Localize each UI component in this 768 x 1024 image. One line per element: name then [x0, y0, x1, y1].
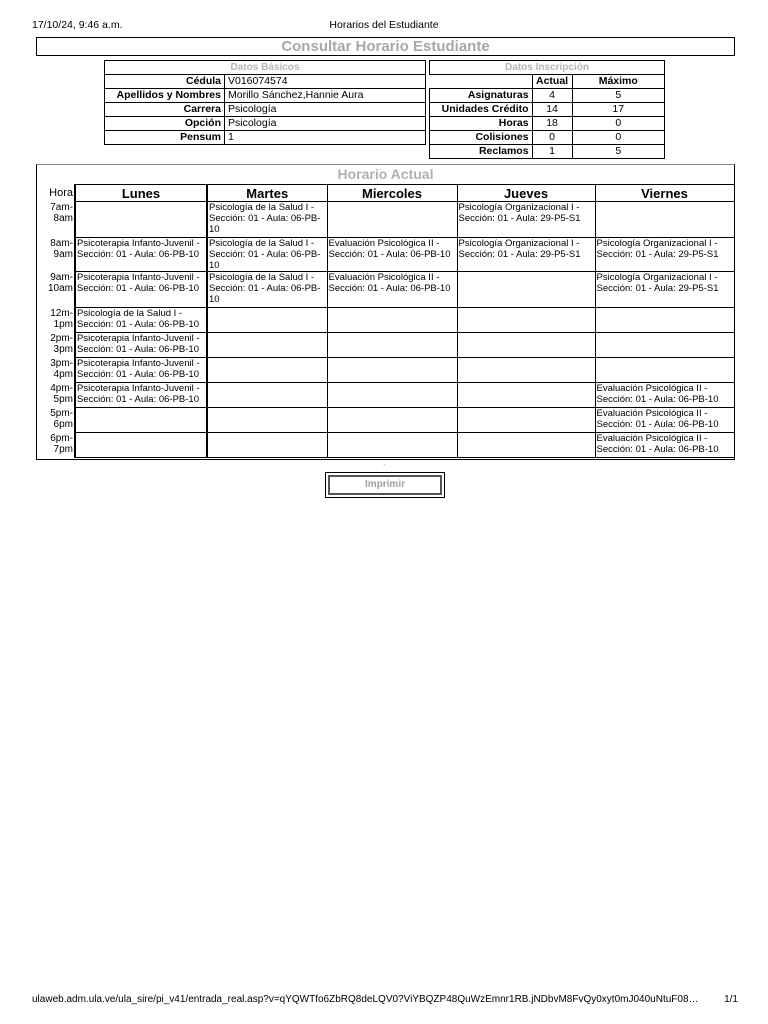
- hour-cell: [37, 333, 75, 358]
- field-label: Apellidos y Nombres: [105, 89, 225, 103]
- corner-cell: [430, 75, 533, 89]
- schedule-cell: Psicología Organizacional I - Sección: 01 - Aula: 29-P5-S1: [595, 238, 734, 272]
- schedule-cell: [595, 202, 734, 238]
- metric-maximo: 0: [572, 117, 664, 131]
- schedule-cell: Psicoterapia Infanto-Juvenil - Sección: 01 - Aula: 06-PB-10: [75, 383, 207, 408]
- schedule-cell: [207, 408, 327, 433]
- schedule-row: [37, 358, 734, 383]
- hour-end: 1pm: [53, 318, 73, 330]
- datos-basicos-row: [105, 75, 426, 89]
- metric-label: Unidades Crédito: [430, 103, 533, 117]
- print-button-frame: [325, 472, 445, 498]
- metric-label: Colisiones: [430, 131, 533, 145]
- print-page-title: Horarios del Estudiante: [329, 19, 439, 31]
- schedule-cell: [457, 308, 595, 333]
- datos-basicos-title: Datos Básicos: [105, 61, 426, 75]
- col-maximo-header: Máximo: [572, 75, 664, 89]
- schedule-row: [37, 433, 734, 458]
- schedule-cell: Psicoterapia Infanto-Juvenil - Sección: 01 - Aula: 06-PB-10: [75, 272, 207, 308]
- schedule-cell: [595, 308, 734, 333]
- schedule-cell: [327, 333, 457, 358]
- schedule-cell: [207, 308, 327, 333]
- schedule-cell: Evaluación Psicológica II - Sección: 01 - Aula: 06-PB-10: [327, 272, 457, 308]
- hour-start: 6pm-: [50, 432, 73, 444]
- schedule-cell: [327, 383, 457, 408]
- metric-maximo: 17: [572, 103, 664, 117]
- hour-end: 8am: [53, 212, 73, 224]
- schedule-cell: [457, 383, 595, 408]
- datos-inscripcion-row: [430, 103, 665, 117]
- schedule-cell: Evaluación Psicológica II - Sección: 01 - Aula: 06-PB-10: [595, 383, 734, 408]
- field-label: Opción: [105, 117, 225, 131]
- metric-label: Horas: [430, 117, 533, 131]
- schedule-cell: [75, 202, 207, 238]
- schedule-cell: [207, 358, 327, 383]
- day-header-viernes: Viernes: [595, 185, 734, 202]
- day-header-jueves: Jueves: [457, 185, 595, 202]
- datos-basicos-row: [105, 103, 426, 117]
- hour-start: 5pm-: [50, 407, 73, 419]
- schedule-cell: Psicología de la Salud I - Sección: 01 - Aula: 06-PB-10: [207, 272, 327, 308]
- schedule-cell: [457, 333, 595, 358]
- metric-actual: 14: [532, 103, 572, 117]
- field-value: 1: [225, 131, 426, 145]
- schedule-row: [37, 238, 734, 272]
- field-value: Psicología: [225, 117, 426, 131]
- schedule-row: [37, 308, 734, 333]
- schedule-cell: [327, 308, 457, 333]
- hour-cell: [37, 202, 75, 238]
- metric-maximo: 5: [572, 89, 664, 103]
- hour-start: 8am-: [50, 237, 73, 249]
- datos-basicos-row: [105, 89, 426, 103]
- metric-label: Reclamos: [430, 145, 533, 159]
- schedule-cell: [327, 358, 457, 383]
- schedule-cell: Psicología de la Salud I - Sección: 01 - Aula: 06-PB-10: [207, 238, 327, 272]
- day-header-lunes: Lunes: [75, 185, 207, 202]
- field-value: Psicología: [225, 103, 426, 117]
- hour-cell: [37, 433, 75, 458]
- datos-inscripcion-row: [430, 89, 665, 103]
- hour-end: 4pm: [53, 368, 73, 380]
- col-actual-header: Actual: [532, 75, 572, 89]
- hour-start: 12m-: [50, 307, 73, 319]
- field-label: Cédula: [105, 75, 225, 89]
- datos-inscripcion-row: [430, 131, 665, 145]
- hour-cell: [37, 238, 75, 272]
- hour-end: 3pm: [53, 343, 73, 355]
- schedule-cell: Psicoterapia Infanto-Juvenil - Sección: 01 - Aula: 06-PB-10: [75, 238, 207, 272]
- field-label: Pensum: [105, 131, 225, 145]
- schedule-row: [37, 333, 734, 358]
- page-url: ulaweb.adm.ula.ve/ula_sire/pi_v41/entrada_real.asp?v=qYQWTfo6ZbRQ8deLQV0?ViYBQZP48QuWzEmnr1RB.jNDbvM8FvQy0xyt0mJ040uNtuF08…: [32, 994, 699, 1005]
- hour-cell: [37, 272, 75, 308]
- schedule-cell: [327, 202, 457, 238]
- day-header-miercoles: Miercoles: [327, 185, 457, 202]
- hour-end: 6pm: [53, 418, 73, 430]
- datos-basicos-row: [105, 117, 426, 131]
- schedule-cell: Psicoterapia Infanto-Juvenil - Sección: 01 - Aula: 06-PB-10: [75, 358, 207, 383]
- schedule-cell: Psicología Organizacional I - Sección: 01 - Aula: 29-P5-S1: [595, 272, 734, 308]
- hour-end: 9am: [53, 248, 73, 260]
- datos-basicos-table: [104, 60, 426, 145]
- datos-inscripcion-title: Datos Inscripción: [430, 61, 665, 75]
- schedule-cell: [457, 408, 595, 433]
- schedule-cell: [327, 433, 457, 458]
- schedule-cell: [207, 333, 327, 358]
- schedule-cell: [595, 358, 734, 383]
- schedule-cell: Evaluación Psicológica II - Sección: 01 - Aula: 06-PB-10: [327, 238, 457, 272]
- separator-dot: .: [383, 458, 386, 467]
- hour-cell: [37, 408, 75, 433]
- hour-start: 9am-: [50, 271, 73, 283]
- hour-start: 4pm-: [50, 382, 73, 394]
- schedule-row: [37, 202, 734, 238]
- field-label: Carrera: [105, 103, 225, 117]
- schedule-cell: [595, 333, 734, 358]
- schedule-cell: [457, 358, 595, 383]
- horario-title: Horario Actual: [337, 166, 434, 182]
- metric-label: Asignaturas: [430, 89, 533, 103]
- day-header-martes: Martes: [207, 185, 327, 202]
- hour-end: 7pm: [53, 443, 73, 455]
- schedule-cell: Psicología Organizacional I - Sección: 01 - Aula: 29-P5-S1: [457, 202, 595, 238]
- schedule-row: [37, 272, 734, 308]
- schedule-cell: Psicología Organizacional I - Sección: 01 - Aula: 29-P5-S1: [457, 238, 595, 272]
- schedule-cell: Psicología de la Salud I - Sección: 01 - Aula: 06-PB-10: [207, 202, 327, 238]
- hour-cell: [37, 308, 75, 333]
- hour-cell: [37, 383, 75, 408]
- metric-actual: 4: [532, 89, 572, 103]
- hour-start: 3pm-: [50, 357, 73, 369]
- hour-end: 5pm: [53, 393, 73, 405]
- page-number: 1/1: [724, 994, 738, 1005]
- schedule-row: [37, 383, 734, 408]
- field-value: Morillo Sánchez,Hannie Aura: [225, 89, 426, 103]
- schedule-cell: [75, 433, 207, 458]
- horario-table: [37, 184, 735, 458]
- hora-header: Hora: [49, 187, 73, 199]
- schedule-cell: Evaluación Psicológica II - Sección: 01 - Aula: 06-PB-10: [595, 408, 734, 433]
- print-button[interactable]: Imprimir: [328, 475, 442, 495]
- hour-start: 2pm-: [50, 332, 73, 344]
- schedule-cell: Psicoterapia Infanto-Juvenil - Sección: 01 - Aula: 06-PB-10: [75, 333, 207, 358]
- datos-inscripcion-row: [430, 117, 665, 131]
- field-value: V016074574: [225, 75, 426, 89]
- datos-inscripcion-table: [429, 60, 665, 159]
- metric-actual: 1: [532, 145, 572, 159]
- metric-maximo: 5: [572, 145, 664, 159]
- hour-start: 7am-: [50, 201, 73, 213]
- schedule-cell: [207, 383, 327, 408]
- metric-maximo: 0: [572, 131, 664, 145]
- page-title: Consultar Horario Estudiante: [36, 37, 735, 56]
- schedule-cell: [327, 408, 457, 433]
- schedule-cell: Psicología de la Salud I - Sección: 01 - Aula: 06-PB-10: [75, 308, 207, 333]
- print-datetime: 17/10/24, 9:46 a.m.: [32, 19, 123, 31]
- hour-end: 10am: [47, 282, 73, 294]
- schedule-cell: [207, 433, 327, 458]
- hour-cell: [37, 358, 75, 383]
- schedule-cell: Evaluación Psicológica II - Sección: 01 - Aula: 06-PB-10: [595, 433, 734, 458]
- datos-basicos-row: [105, 131, 426, 145]
- schedule-cell: [457, 272, 595, 308]
- metric-actual: 18: [532, 117, 572, 131]
- schedule-row: [37, 408, 734, 433]
- schedule-cell: [457, 433, 595, 458]
- schedule-cell: [75, 408, 207, 433]
- metric-actual: 0: [532, 131, 572, 145]
- datos-inscripcion-row: [430, 145, 665, 159]
